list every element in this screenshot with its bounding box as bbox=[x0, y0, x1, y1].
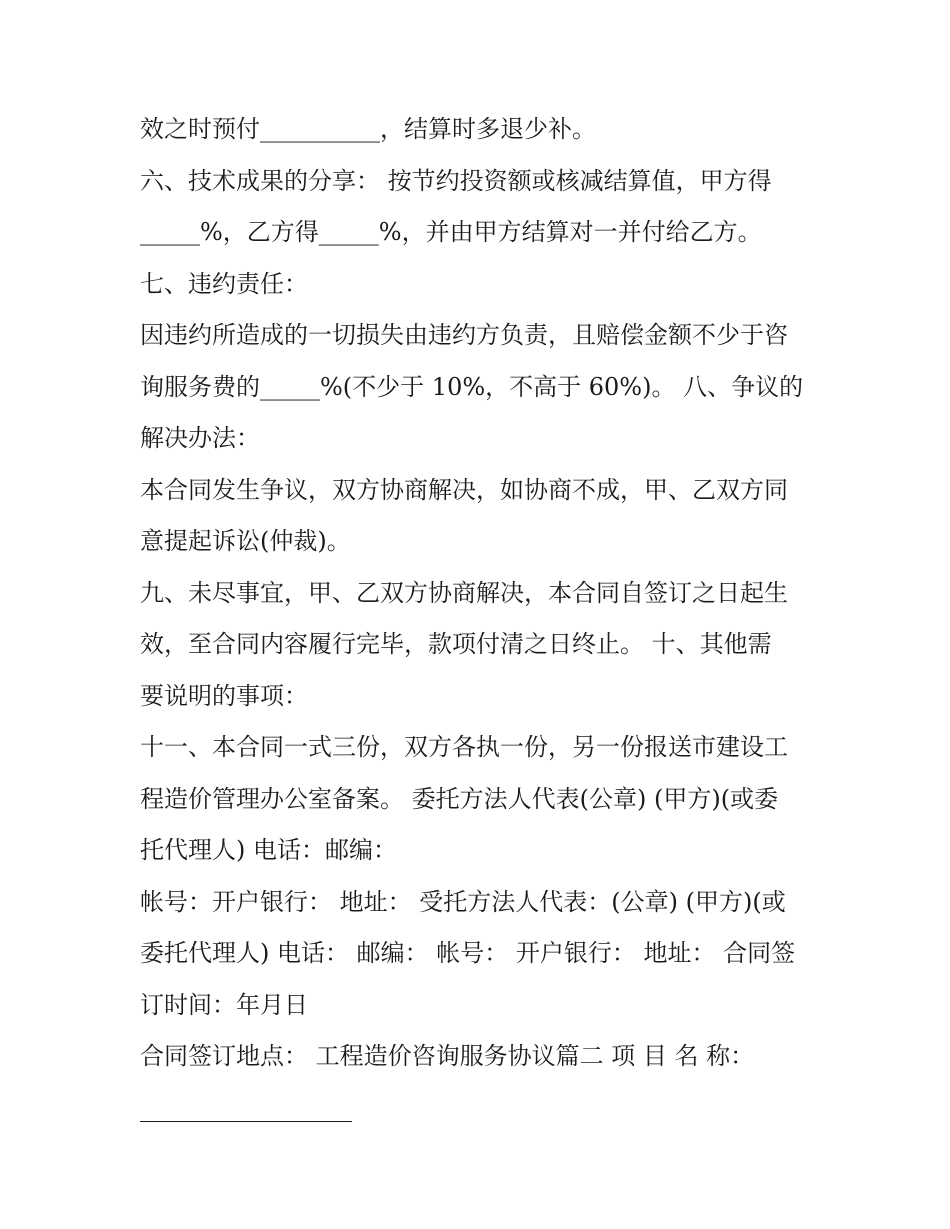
text-line: 六、技术成果的分享： 按节约投资额或核减结算值，甲方得 bbox=[140, 166, 772, 195]
text-line: _____%，乙方得_____%，并由甲方结算对一并付给乙方。 bbox=[140, 218, 762, 246]
text-line: 十一、本合同一式三份，双方各执一份，另一份报送市建设工 bbox=[140, 733, 788, 761]
text-line: 帐号：开户银行： 地址： 受托方法人代表：(公章) (甲方)(或 bbox=[140, 887, 786, 916]
text-line: 七、违约责任： bbox=[140, 269, 308, 298]
document-body bbox=[140, 104, 830, 1134]
text-line: 效之时预付__________，结算时多退少补。 bbox=[140, 115, 596, 143]
text-line: 九、未尽事宜，甲、乙双方协商解决，本合同自签订之日起生 bbox=[140, 578, 788, 607]
text-line: 效，至合同内容履行完毕，款项付清之日终止。 十、其他需 bbox=[140, 630, 772, 658]
text-line: 程造价管理办公室备案。 委托方法人代表(公章) (甲方)(或委 bbox=[140, 784, 779, 813]
text-line: 托代理人) 电话：邮编： bbox=[140, 836, 397, 864]
underline-rule bbox=[140, 1121, 352, 1122]
text-line: 询服务费的_____%(不少于 10%，不高于 60%)。 八、争议的 bbox=[140, 372, 804, 401]
text-line: 因违约所造成的一切损失由违约方负责，且赔偿金额不少于咨 bbox=[140, 321, 788, 349]
text-line: 意提起诉讼(仲裁)。 bbox=[140, 527, 351, 555]
fill-in-blank-line bbox=[140, 1083, 830, 1135]
text-line: 解决办法： bbox=[140, 424, 260, 452]
text-line: 订时间：年月日 bbox=[140, 990, 308, 1019]
text-line: 要说明的事项： bbox=[140, 681, 308, 710]
text-line: 委托代理人) 电话： 邮编： 帐号： 开户银行： 地址： 合同签 bbox=[140, 939, 796, 967]
text-line: 本合同发生争议，双方协商解决，如协商不成，甲、乙双方同 bbox=[140, 475, 788, 504]
text-line: 合同签订地点： 工程造价咨询服务协议篇二 项 目 名 称： bbox=[140, 1042, 755, 1070]
